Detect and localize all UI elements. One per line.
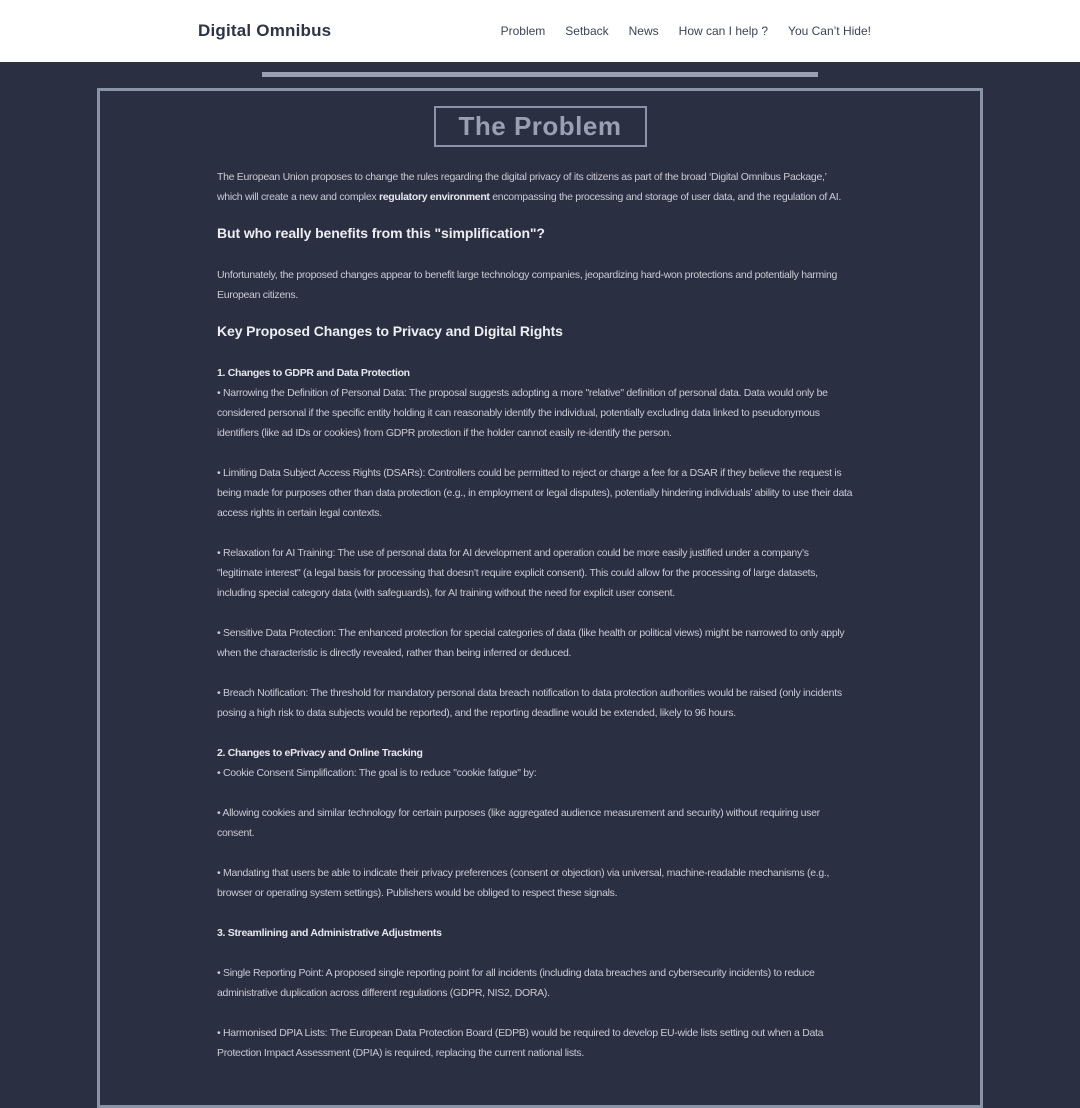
bullet-sensitive-data: • Sensitive Data Protection: The enhanced protection for special categories of data (like health or political views) might be narrowed to only apply when the characteristic is directly revealed, rather than being inferred or deduced. [217, 627, 845, 659]
heading-who-benefits: But who really benefits from this "simplification"? [217, 225, 545, 241]
bullet-relaxation-ai-training: • Relaxation for AI Training: The use of personal data for AI development and operation could be more easily justified under a company’s "legitimate interest" (a legal basis for processing that doesn’t require explicit consent). This could allow for the processing of large datasets, including special category data (with safeguards), for AI training without the need for explicit user consent. [217, 547, 818, 599]
bullet-single-reporting-point: • Single Reporting Point: A proposed single reporting point for all incidents (including data breaches and cybersecurity incidents) to reduce administrative duplication across different regulations (GDPR, NIS2, DORA). [217, 967, 815, 999]
bullet-mandating-preferences: • Mandating that users be able to indicate their privacy preferences (consent or objection) via universal, machine-readable mechanisms (e.g., browser or operating system settings). Publishers would be obliged to respect these signals. [217, 867, 830, 899]
subheading-gdpr: 1. Changes to GDPR and Data Protection [217, 367, 410, 379]
header [0, 0, 1080, 62]
nav-item-news[interactable]: News [628, 24, 659, 38]
bullet-harmonised-dpia: • Harmonised DPIA Lists: The European Data Protection Board (EDPB) would be required to develop EU-wide lists setting out when a Data Protection Impact Assessment (DPIA) is required, replacing the current national lists. [217, 1027, 824, 1059]
bullet-breach-notification: • Breach Notification: The threshold for mandatory personal data breach notification to data protection authorities would be raised (only incidents posing a high risk to data subjects would be reported), and the reporting deadline would be extended, likely to 96 hours. [217, 687, 842, 719]
bullet-allowing-cookies: • Allowing cookies and similar technology for certain purposes (like aggregated audience measurement and security) without requiring user consent. [217, 807, 820, 839]
nav-item-how-can-i-help[interactable]: How can I help ? [678, 24, 769, 38]
intro-paragraph [217, 167, 854, 207]
paragraph-unfortunately: Unfortunately, the proposed changes appear to benefit large technology companies, jeopardizing hard-won protections and potentially harming European citizens. [217, 269, 838, 301]
nav-item-setback[interactable]: Setback [565, 24, 609, 38]
nav-item-problem[interactable]: Problem [500, 24, 546, 38]
bullet-limiting-dsars: • Limiting Data Subject Access Rights (DSARs): Controllers could be permitted to reject or charge a fee for a DSAR if they believe the request is being made for purposes other than data protection (e.g., in employment or legal disputes), potentially hindering individuals’ ability to use their data access rights in certain legal contexts. [217, 467, 853, 519]
content-frame [97, 88, 983, 1108]
bullet-narrowing-definition: • Narrowing the Definition of Personal Data: The proposal suggests adopting a more "relative" definition of personal data. Data would only be considered personal if the specific entity holding it can reasonably identify the individual, potentially excluding data linked to pseudonymous identifiers (like ad IDs or cookies) from GDPR protection if the holder cannot easily re-identify the person. [217, 387, 828, 439]
site-logo[interactable]: Digital Omnibus [198, 21, 332, 40]
intro-text-pre: The European Union proposes to change the rules regarding the digital privacy of its citizens as part of the broad ‘Digital Omnibus Package,’ which will create a new and complex [217, 171, 827, 203]
page-title-box [434, 106, 647, 147]
subheading-streamlining: 3. Streamlining and Administrative Adjustments [217, 927, 442, 939]
decorative-line [262, 72, 818, 77]
intro-text-post: encompassing the processing and storage of user data, and the regulation of AI. [489, 191, 841, 203]
page-title: The Problem [458, 111, 622, 141]
article-content [217, 167, 854, 1063]
subheading-eprivacy: 2. Changes to ePrivacy and Online Tracking [217, 747, 423, 759]
intro-text-bold: regulatory environment [378, 191, 490, 203]
heading-key-changes: Key Proposed Changes to Privacy and Digital Rights [217, 323, 563, 339]
bullet-cookie-consent: • Cookie Consent Simplification: The goal is to reduce "cookie fatigue" by: [217, 767, 537, 779]
nav-item-you-cant-hide[interactable]: You Can’t Hide! [788, 24, 871, 38]
main-nav [501, 24, 871, 38]
